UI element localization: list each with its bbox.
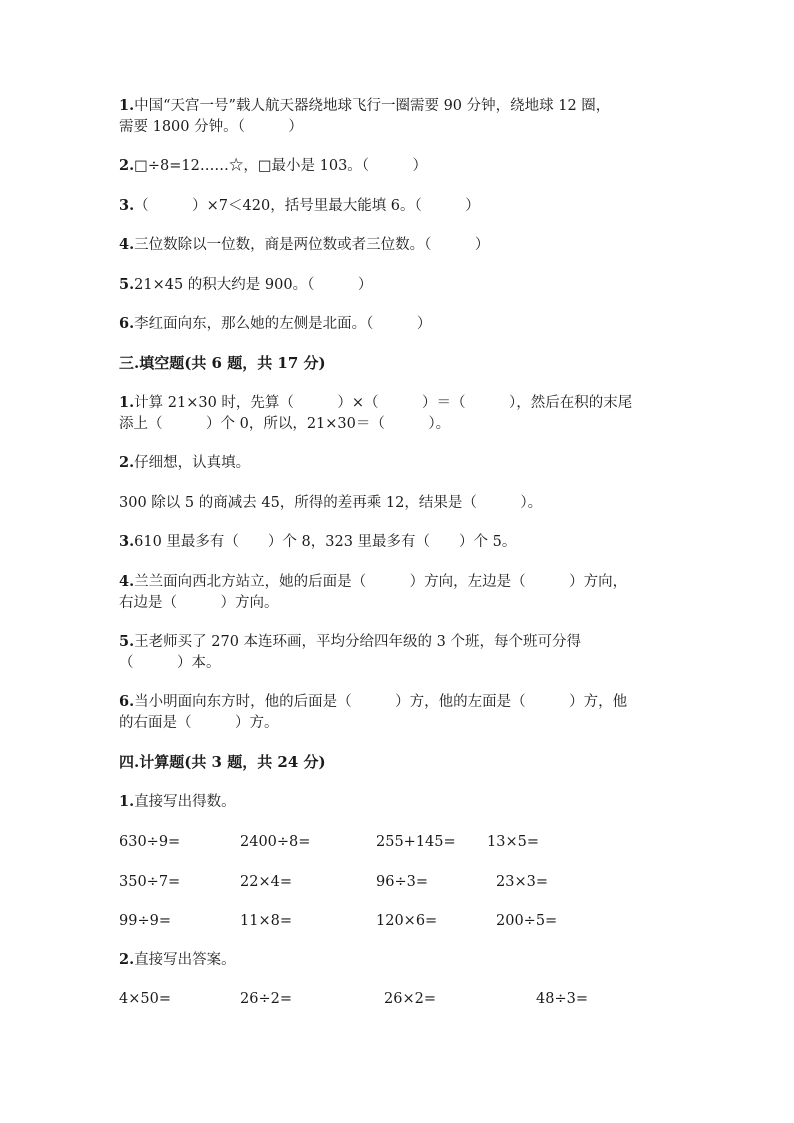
item-text: 仔细想，认真填。 [134,455,251,471]
calc-problem: 2400÷8= [240,834,311,850]
calc-problem: 23×3= [496,874,548,890]
item-number: 1. [119,97,135,114]
calc-q1-prompt [119,792,236,812]
calc-problem: 630÷9= [119,834,181,850]
item-number: 5. [119,633,135,650]
judge-item-6 [119,314,431,334]
item-text: □÷8=12……☆，□最小是 103。（ ） [134,158,428,174]
item-number: 6. [119,693,135,710]
calc-problem: 350÷7= [119,874,181,890]
item-text: 610 里最多有（ ）个 8，323 里最多有（ ）个 5。 [134,534,517,550]
fill-item-4-line-2: 右边是（ ）方向。 [119,595,279,611]
item-text: （ ）×7＜420，括号里最大能填 6。（ ） [134,198,480,214]
item-text: 21×45 的积大约是 900。（ ） [134,277,373,293]
fill-item-6-line-1 [119,692,627,712]
item-text: 兰兰面向西北方站立，她的后面是（ ）方向，左边是（ ）方向， [134,574,628,590]
item-number: 3. [119,533,135,550]
item-number: 5. [119,276,135,293]
item-number: 6. [119,315,135,332]
judge-item-5 [119,275,372,295]
fill-section-title: 三.填空题(共 6 题，共 17 分) [119,354,326,372]
item-number: 2. [119,454,135,471]
item-number: 4. [119,573,135,590]
calc-problem: 120×6= [376,913,438,929]
fill-item-2 [119,453,250,473]
calc-problem: 99÷9= [119,913,171,929]
calc-problem: 26×2= [384,991,436,1007]
judge-item-1-line-2: 需要 1800 分钟。（ ） [119,119,303,135]
calc-q2-prompt [119,950,236,970]
item-text: 直接写出得数。 [134,794,236,810]
calc-problem: 48÷3= [536,991,588,1007]
judge-item-3 [119,196,480,216]
item-text: 王老师买了 270 本连环画，平均分给四年级的 3 个班，每个班可分得 [134,634,581,650]
calc-problem: 13×5= [487,834,539,850]
fill-item-4-line-1 [119,572,627,592]
item-number: 2. [119,157,135,174]
item-text: 当小明面向东方时，他的后面是（ ）方，他的左面是（ ）方，他 [134,694,628,710]
calc-problem: 96÷3= [376,874,428,890]
calc-problem: 200÷5= [496,913,558,929]
fill-item-5-line-1 [119,632,581,652]
calc-problem: 4×50= [119,991,171,1007]
calc-problem: 255+145= [376,834,456,850]
item-number: 1. [119,793,135,810]
item-text: 计算 21×30 时，先算（ ）×（ ）＝（ ），然后在积的末尾 [134,395,633,411]
fill-item-3 [119,532,516,552]
calc-problem: 26÷2= [240,991,292,1007]
judge-item-1-line-1 [119,96,610,116]
item-text: 中国“天宫一号”载人航天器绕地球飞行一圈需要 90 分钟，绕地球 12 圈， [134,98,611,114]
fill-item-1-line-2: 添上（ ）个 0，所以，21×30＝（ ）。 [119,416,451,432]
judge-item-4 [119,235,489,255]
item-text: 三位数除以一位数，商是两位数或者三位数。（ ） [134,237,490,253]
judge-item-2 [119,156,427,176]
fill-item-5-line-2: （ ）本。 [119,655,221,671]
item-number: 4. [119,236,135,253]
calc-problem: 22×4= [240,874,292,890]
fill-item-6-line-2: 的右面是（ ）方。 [119,715,279,731]
fill-item-1-line-1 [119,393,632,413]
item-number: 3. [119,197,135,214]
item-text: 李红面向东，那么她的左侧是北面。（ ） [134,316,432,332]
calc-problem: 11×8= [240,913,292,929]
calc-section-title: 四.计算题(共 3 题，共 24 分) [119,753,326,771]
item-text: 直接写出答案。 [134,952,236,968]
fill-item-2-subtext: 300 除以 5 的商减去 45，所得的差再乘 12，结果是（ ）。 [119,495,543,511]
item-number: 2. [119,951,135,968]
item-number: 1. [119,394,135,411]
